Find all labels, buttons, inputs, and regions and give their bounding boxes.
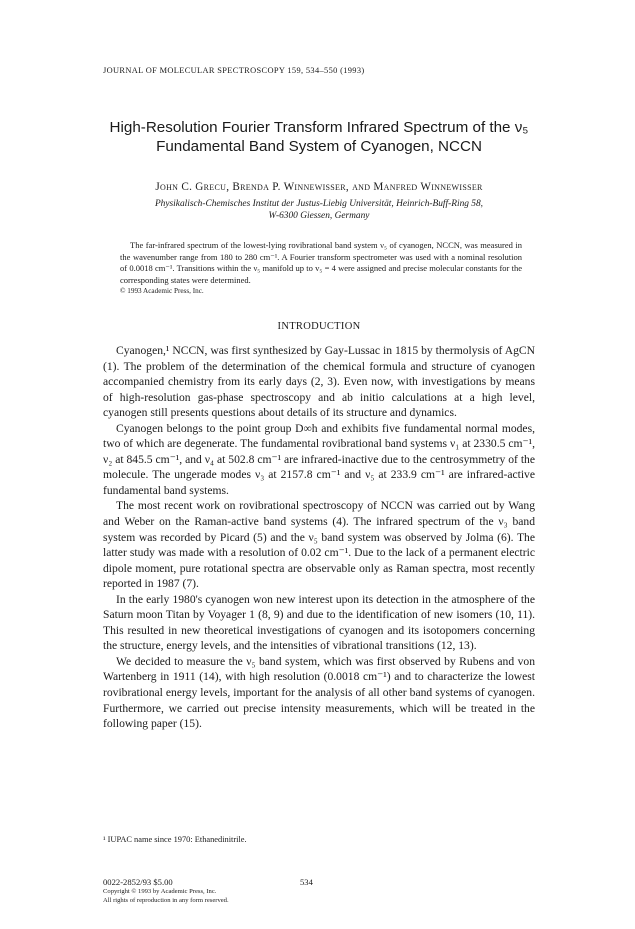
affiliation-line-1: Physikalisch-Chemisches Institut der Justus-Liebig Universität, Heinrich-Buff-Ring 58,	[154, 199, 484, 209]
abstract-text: The far-infrared spectrum of the lowest-lying rovibrational band system ν₅ of cyanogen, NCCN, was measured in the wavenumber range from 180 to 280 cm⁻¹. A Fourier transform spectrometer was used with a nominal resolution of 0.0018 cm⁻¹. Transitions within the ν₅ manifold up to v₅ = 4 were assigned and precise molecular constants for the corresponding states were determined.	[120, 240, 522, 285]
issn-price: 0022-2852/93 $5.00	[103, 877, 173, 887]
footnote: ¹ IUPAC name since 1970: Ethanedinitrile.	[103, 835, 247, 844]
page-number: 534	[300, 877, 313, 887]
affiliation-line-2: W-6300 Giessen, Germany	[268, 211, 370, 221]
journal-header: JOURNAL OF MOLECULAR SPECTROSCOPY 159, 534–550 (1993)	[103, 66, 365, 75]
article-title	[103, 118, 535, 156]
paragraph: Cyanogen,¹ NCCN, was first synthesized by Gay-Lussac in 1815 by thermolysis of AgCN (1). The problem of the determination of the chemical formula and structure of cyanogen accompanied chemistry from its early days (2, 3). Even now, with investigations by means of high-resolution gas-phase spectroscopy and ab initio calculations at a high level, cyanogen still presents questions about details of its structure and dynamics.	[103, 344, 535, 420]
abstract	[120, 240, 522, 305]
section-heading: INTRODUCTION	[277, 321, 361, 332]
paragraph: The most recent work on rovibrational spectroscopy of NCCN was carried out by Wang and Weber on the Raman-active band systems (4). The infrared spectrum of the ν₃ band system was recorded by Picard (5) and the ν₅ band system was observed by Jolma (6). The latter study was made with a resolution of 0.02 cm⁻¹. Due to the lack of a permanent electric dipole moment, pure rotational spectra are observable only as Raman spectra, most recently reported in 1987 (7).	[103, 499, 535, 591]
affiliation	[103, 198, 535, 222]
copyright-line: Copyright © 1993 by Academic Press, Inc.	[103, 888, 217, 895]
title-line-2: Fundamental Band System of Cyanogen, NCCN	[156, 138, 482, 155]
body-text	[103, 343, 535, 732]
abstract-copyright: © 1993 Academic Press, Inc.	[120, 287, 204, 296]
author-list: John C. Grecu, Brenda P. Winnewisser, and Manfred Winnewisser	[155, 181, 483, 193]
rights-line: All rights of reproduction in any form reserved.	[103, 897, 229, 904]
paragraph: We decided to measure the ν₅ band system, which was first observed by Rubens and von Wartenberg in 1911 (14), with high resolution (0.0018 cm⁻¹) and to characterize the lowest rovibrational energy levels, important for the analysis of all other band systems of cyanogen. Furthermore, we carried out precise intensity measurements, which will be treated in the following paper (15).	[103, 654, 535, 731]
paragraph: In the early 1980's cyanogen won new interest upon its detection in the atmosphere of the Saturn moon Titan by Voyager 1 (8, 9) and due to the identification of new isomers (10, 11). This resulted in new theoretical investigations of cyanogen and its isotopomers concerning the structure, energy levels, and the intensities of vibrational transitions (12, 13).	[103, 592, 535, 653]
paragraph: Cyanogen belongs to the point group D∞h and exhibits five fundamental normal modes, two of which are degenerate. The fundamental rovibrational band systems ν₁ at 2330.5 cm⁻¹, ν₂ at 845.5 cm⁻¹, and ν₄ at 502.8 cm⁻¹ are infrared-inactive due to the centrosymmetry of the molecule. The ungerade modes ν₃ at 2157.8 cm⁻¹ and ν₅ at 233.9 cm⁻¹ are infrared-active fundamental band systems.	[103, 421, 535, 497]
publisher-block	[103, 877, 229, 905]
title-line-1: High-Resolution Fourier Transform Infrared Spectrum of the ν₅	[109, 119, 529, 136]
